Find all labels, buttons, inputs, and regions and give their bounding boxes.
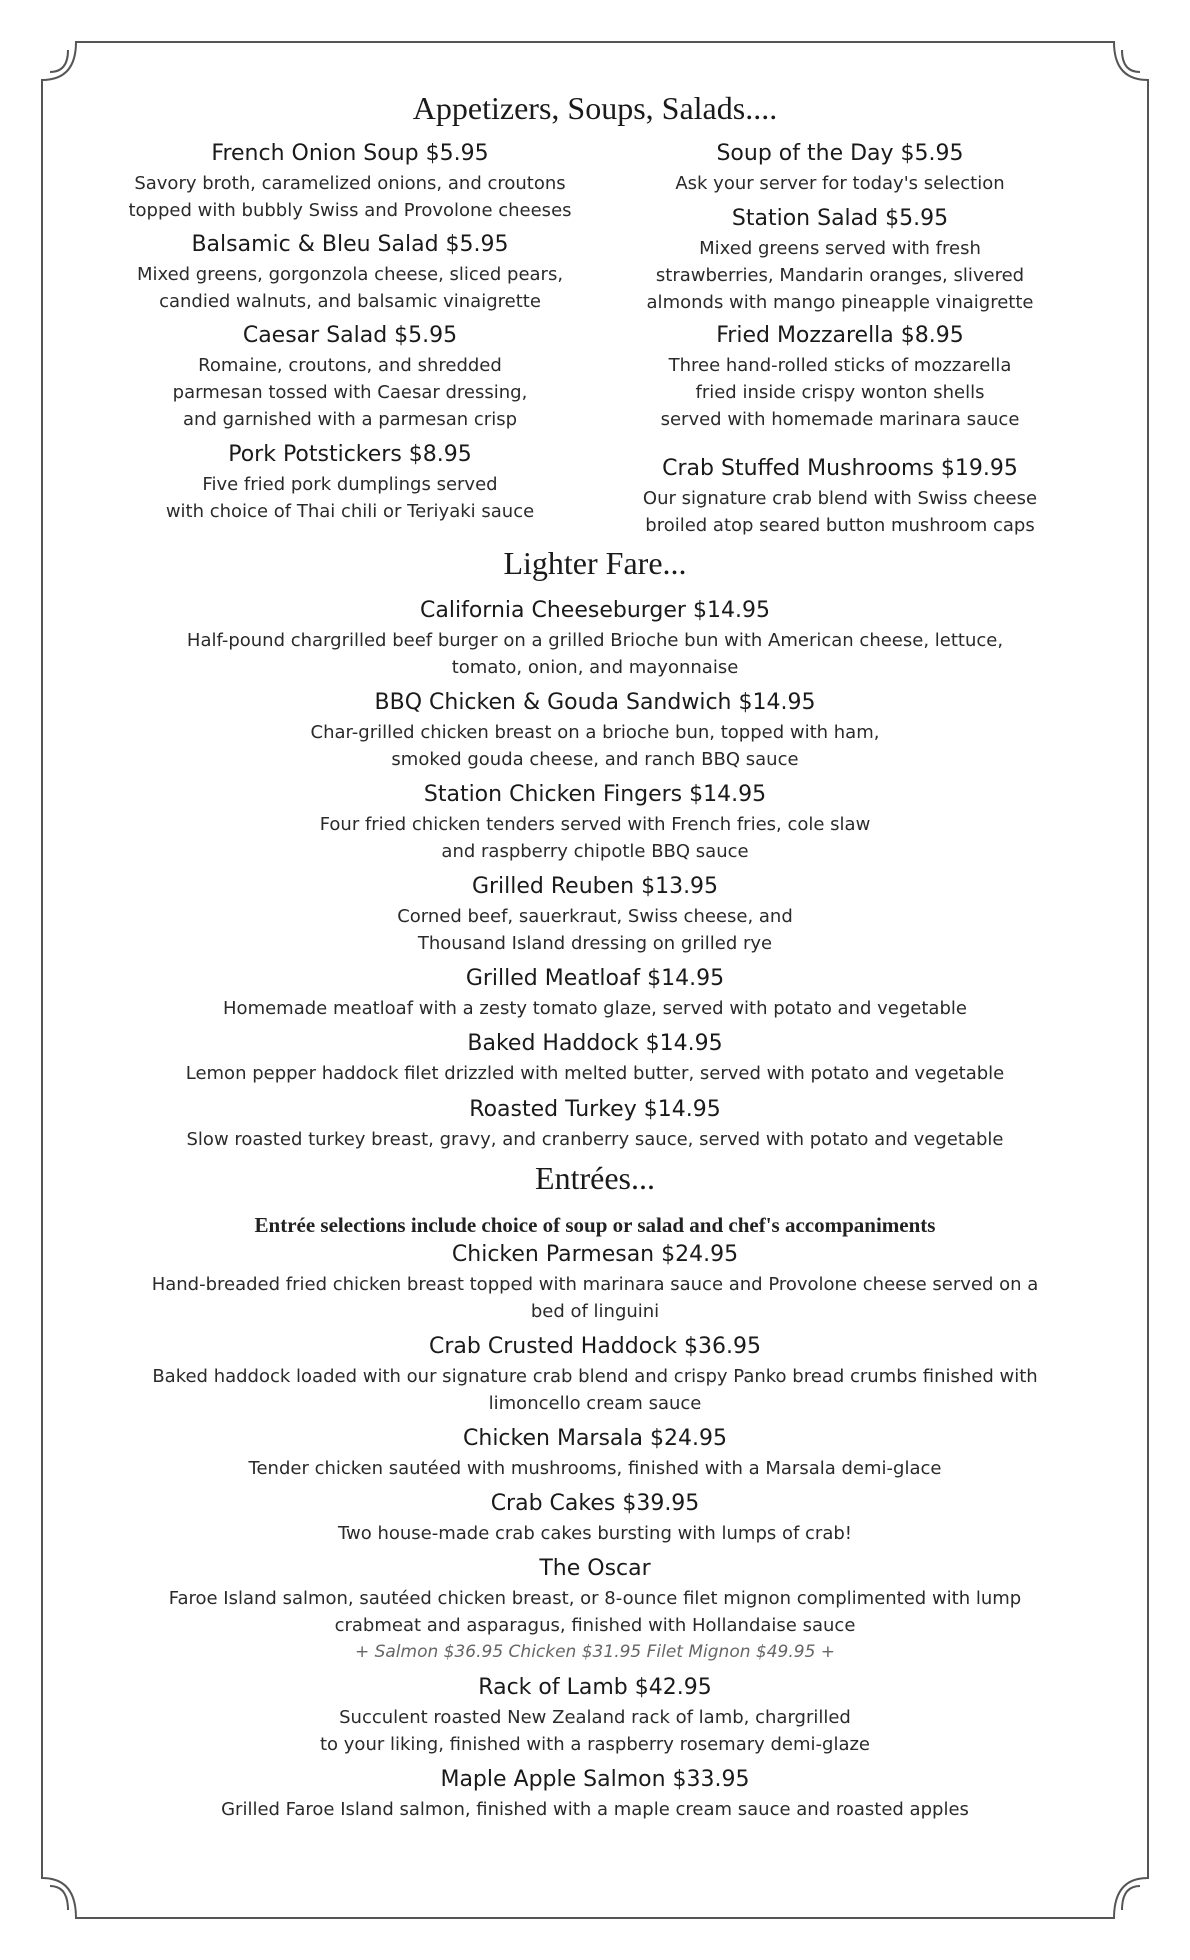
item-desc-line: Hand-breaded fried chicken breast topped with marinara sauce and Provolone cheese served on a [151,1274,1039,1295]
item-desc-line: Corned beef, sauerkraut, Swiss cheese, and [397,906,793,927]
item-name: The Oscar [539,1556,651,1581]
menu-item-crab-crusted-haddock [120,1333,1070,1417]
item-name: California Cheeseburger $14.95 [420,598,770,623]
item-name: Chicken Parmesan $24.95 [451,1242,739,1267]
menu-item-grilled-reuben [120,873,1070,957]
menu-item-chicken-parmesan [120,1241,1070,1325]
item-name: Station Chicken Fingers $14.95 [423,782,767,807]
menu-item-balsamic-bleu-salad [110,231,590,315]
item-desc-line: and garnished with a parmesan crisp [183,409,517,430]
item-name: Balsamic & Bleu Salad $5.95 [191,232,509,257]
item-name: Maple Apple Salmon $33.95 [440,1767,750,1792]
menu-item-grilled-meatloaf [120,965,1070,1022]
menu-item-fried-mozzarella [600,322,1080,433]
item-desc-line: almonds with mango pineapple vinaigrette [646,292,1034,313]
item-desc-line: topped with bubbly Swiss and Provolone cheeses [128,200,572,221]
item-desc-line: Baked haddock loaded with our signature crab blend and crispy Panko bread crumbs finished with [152,1366,1038,1387]
item-desc-line: Succulent roasted New Zealand rack of lamb, chargrilled [339,1707,851,1728]
item-desc-line: Two house-made crab cakes bursting with lumps of crab! [337,1523,853,1544]
item-name: Crab Cakes $39.95 [490,1491,700,1516]
item-desc-line: Thousand Island dressing on grilled rye [417,933,773,954]
menu-item-baked-haddock [120,1030,1070,1087]
item-desc-line: Mixed greens, gorgonzola cheese, sliced pears, [136,264,564,285]
item-desc-line: crabmeat and asparagus, finished with Hollandaise sauce [334,1615,856,1636]
item-name: Grilled Reuben $13.95 [471,874,719,899]
menu-item-the-oscar [120,1555,1070,1666]
item-desc-line: strawberries, Mandarin oranges, slivered [655,265,1025,286]
menu-item-pork-potstickers [110,441,590,525]
item-desc-line: Our signature crab blend with Swiss cheese [642,488,1038,509]
menu-item-bbq-chicken-gouda [120,689,1070,773]
item-desc-line: Ask your server for today's selection [675,173,1005,194]
item-desc-line: Tender chicken sautéed with mushrooms, finished with a Marsala demi-glace [248,1458,942,1479]
item-name: BBQ Chicken & Gouda Sandwich $14.95 [374,690,816,715]
item-desc-line: Grilled Faroe Island salmon, finished with a maple cream sauce and roasted apples [221,1799,969,1820]
item-name: Station Salad $5.95 [731,206,949,231]
item-name: Chicken Marsala $24.95 [463,1426,727,1451]
item-desc-line: candied walnuts, and balsamic vinaigrette [159,291,541,312]
item-name: Caesar Salad $5.95 [242,323,458,348]
menu-item-french-onion-soup [110,140,590,224]
item-desc-line: parmesan tossed with Caesar dressing, [172,382,528,403]
item-desc-line: Four fried chicken tenders served with French fries, cole slaw [319,814,871,835]
item-desc-line: Romaine, croutons, and shredded [198,355,502,376]
menu-item-rack-of-lamb [120,1674,1070,1758]
item-desc-line: Savory broth, caramelized onions, and croutons [134,173,566,194]
item-name: Soup of the Day $5.95 [716,141,964,166]
item-name: Baked Haddock $14.95 [467,1031,723,1056]
item-price-options: + Salmon $36.95 Chicken $31.95 Filet Mignon $49.95 + [354,1642,836,1662]
item-desc-line: Slow roasted turkey breast, gravy, and cranberry sauce, served with potato and vegetable [186,1129,1004,1150]
item-desc-line: bed of linguini [530,1301,660,1322]
menu-item-chicken-marsala [120,1425,1070,1482]
item-desc-line: Mixed greens served with fresh [699,238,981,259]
menu-item-crab-cakes [120,1490,1070,1547]
menu-item-california-cheeseburger [120,597,1070,681]
item-name: Crab Crusted Haddock $36.95 [429,1334,761,1359]
item-desc-line: fried inside crispy wonton shells [695,382,985,403]
menu-item-caesar-salad [110,322,590,433]
item-desc-line: tomato, onion, and mayonnaise [451,657,739,678]
item-name: Grilled Meatloaf $14.95 [465,966,725,991]
item-name: Fried Mozzarella $8.95 [716,323,964,348]
item-desc-line: and raspberry chipotle BBQ sauce [441,841,749,862]
item-name: Roasted Turkey $14.95 [469,1097,721,1122]
lighter-fare-title: Lighter Fare... [503,545,687,581]
menu-item-soup-of-the-day [600,140,1080,197]
item-name: Rack of Lamb $42.95 [478,1675,712,1700]
item-desc-line: Faroe Island salmon, sautéed chicken breast, or 8-ounce filet mignon complimented with lump [168,1588,1022,1609]
item-desc-line: Three hand-rolled sticks of mozzarella [668,355,1012,376]
item-name: French Onion Soup $5.95 [211,141,489,166]
item-desc-line: Lemon pepper haddock filet drizzled with melted butter, served with potato and vegetable [185,1063,1005,1084]
item-desc-line: Half-pound chargrilled beef burger on a grilled Brioche bun with American cheese, lettuce, [186,630,1004,651]
item-desc-line: Five fried pork dumplings served [202,474,498,495]
item-desc-line: to your liking, finished with a raspberry rosemary demi-glaze [319,1734,871,1755]
menu-item-crab-stuffed-mushrooms [600,455,1080,539]
menu-item-station-salad [600,205,1080,316]
menu-item-maple-apple-salmon [120,1766,1070,1823]
menu-item-roasted-turkey [120,1096,1070,1153]
item-desc-line: with choice of Thai chili or Teriyaki sauce [165,501,535,522]
item-desc-line: smoked gouda cheese, and ranch BBQ sauce [391,749,799,770]
entrees-title: Entrées... [535,1160,655,1196]
item-desc-line: broiled atop seared button mushroom caps [645,515,1035,536]
item-name: Pork Potstickers $8.95 [228,442,472,467]
entrees-note: Entrée selections include choice of soup or salad and chef's accompaniments [254,1213,936,1237]
appetizers-title: Appetizers, Soups, Salads.... [412,90,778,126]
item-desc-line: limoncello cream sauce [488,1393,702,1414]
item-name: Crab Stuffed Mushrooms $19.95 [662,456,1018,481]
item-desc-line: Homemade meatloaf with a zesty tomato glaze, served with potato and vegetable [223,998,967,1019]
item-desc-line: Char-grilled chicken breast on a brioche bun, topped with ham, [310,722,880,743]
menu-item-station-chicken-fingers [120,781,1070,865]
item-desc-line: served with homemade marinara sauce [660,409,1020,430]
